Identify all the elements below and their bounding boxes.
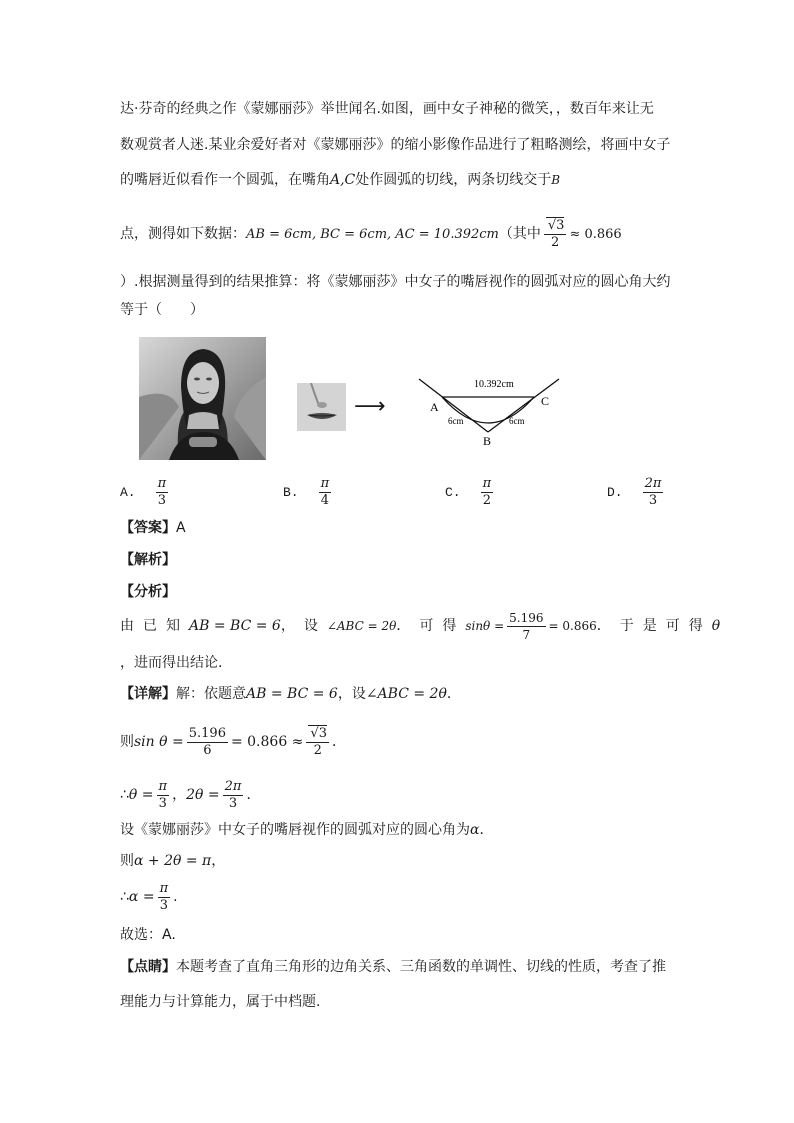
fenxi-line-2: ，进而得出结论. <box>120 655 223 671</box>
detail-line-6: ∴α = $\frac{\pi}{3}$ . <box>120 880 178 913</box>
detail-line-2: 则sin θ = $\frac{5.196}{6}$ = 0.866 ≈ $\frac{√3}{2}$ ． <box>120 725 346 758</box>
label-c: C <box>541 394 550 408</box>
detail-line-5: 则α + 2θ = π， <box>120 853 226 869</box>
detail-line-1: 【详解】解：依题意AB = BC = 6，设∠ABC = 2θ． <box>120 686 461 702</box>
problem-line-2: 数观赏者人迷.某业余爱好者对《蒙娜丽莎》的缩小影像作品进行了粗略测绘，将画中女子 <box>120 137 671 153</box>
sqrt3-over-2: $\frac{√3}{2}$ <box>544 217 567 251</box>
problem-line-4: 点，测得如下数据：AB = 6cm, BC = 6cm, AC = 10.392cm（其中 $\frac{√3}{2}$ ≈ 0.866 <box>120 218 622 250</box>
mona-lisa-image <box>139 337 266 460</box>
arrow-icon: ⟶ <box>354 394 386 419</box>
detail-line-7: 故选：A. <box>120 927 176 943</box>
option-b[interactable]: B. $\frac{\pi}{4}$ <box>283 475 330 508</box>
label-ac-length: 10.392cm <box>474 379 514 390</box>
option-a[interactable]: A. $\frac{\pi}{3}$ <box>120 475 167 508</box>
option-c[interactable]: C. $\frac{\pi}{2}$ <box>445 475 492 508</box>
answer-line: 【答案】A <box>120 520 186 536</box>
detail-line-3: ∴θ = $\frac{\pi}{3}$ ，2θ = $\frac{2\pi}{3}$ ． <box>120 778 261 811</box>
dianjing-line-1: 【点睛】本题考查了直角三角形的边角关系、三角函数的单调性、切线的性质，考查了推 <box>120 959 666 975</box>
lips-image <box>297 383 346 431</box>
problem-line-3: 的嘴唇近似看作一个圆弧，在嘴角A,C处作圆弧的切线，两条切线交于B <box>120 172 561 188</box>
problem-line-5: ）.根据测量得到的结果推算：将《蒙娜丽莎》中女子的嘴唇视作的圆弧对应的圆心角大约 <box>120 274 671 290</box>
analysis-title: 【解析】 <box>120 552 176 568</box>
label-ab-length: 6cm <box>448 416 464 426</box>
label-b: B <box>483 434 492 448</box>
fenxi-line-1: 由已知AB = BC = 6，设∠ABC = 2θ．可得sinθ = $\frac{5.196}{7}$ = 0.866．于是可得θ <box>120 610 721 642</box>
problem-line-1: 达·芬奇的经典之作《蒙娜丽莎》举世闻名.如图，画中女子神秘的微笑，，数百年来让无 <box>120 101 654 117</box>
label-bc-length: 6cm <box>509 416 525 426</box>
fenxi-title: 【分析】 <box>120 584 176 600</box>
tangent-diagram <box>414 371 564 449</box>
detail-line-4: 设《蒙娜丽莎》中女子的嘴唇视作的圆弧对应的圆心角为α． <box>120 822 494 838</box>
problem-line-6: 等于（ ） <box>120 302 204 318</box>
option-d[interactable]: D. $\frac{2\pi}{3}$ <box>607 475 662 508</box>
label-a: A <box>430 400 439 414</box>
dianjing-line-2: 理能力与计算能力，属于中档题. <box>120 994 321 1010</box>
